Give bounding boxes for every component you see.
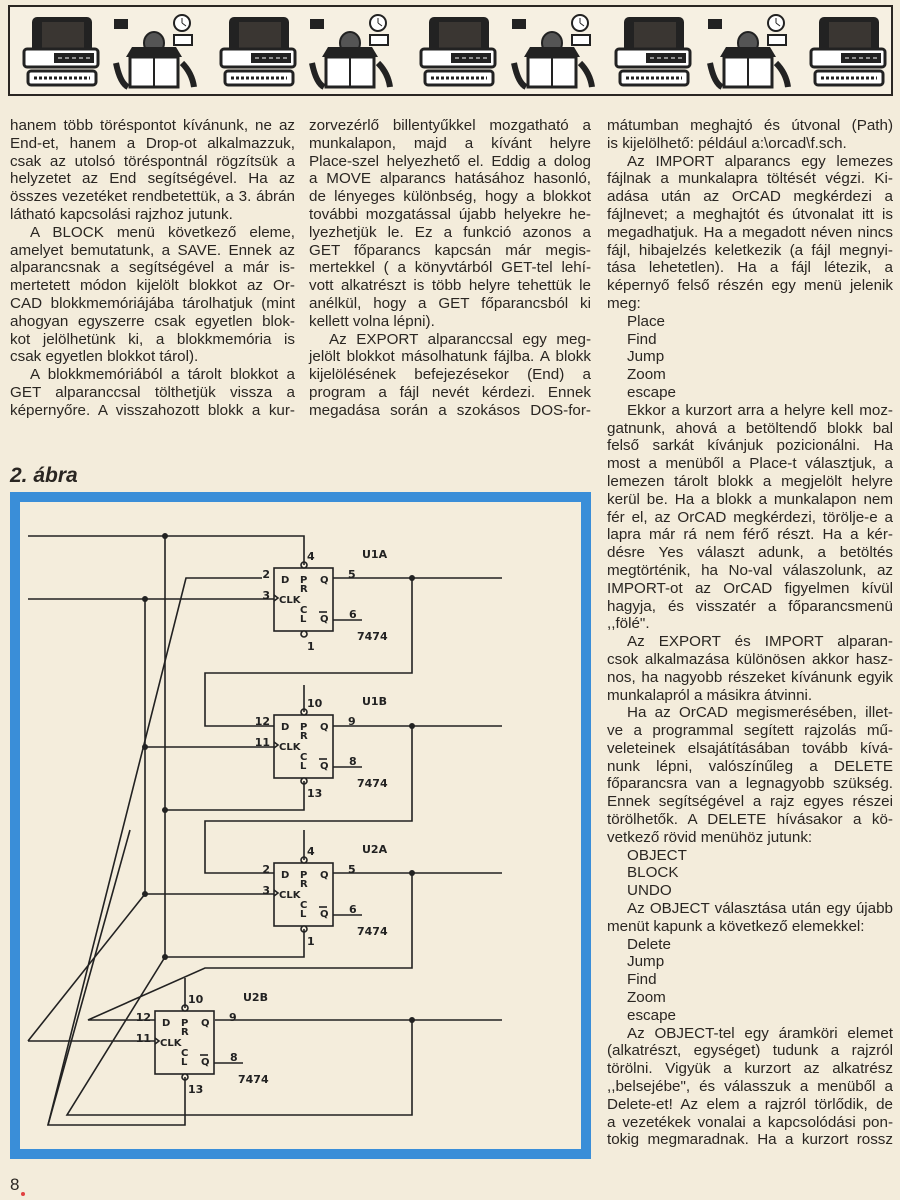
text-column-2 <box>309 117 591 420</box>
menu-item: BLOCK <box>627 864 679 882</box>
text-column-1 <box>10 117 295 420</box>
computer-icon <box>610 13 696 91</box>
paragraph-line: mátumban meghajtó és útvonal (Path) <box>607 117 893 134</box>
paragraph-line: fájl, hibajelzés keletkezik (a fájl megnyi- <box>607 241 893 259</box>
paragraph-line: (alkatrészt, egységet) tudunk a rajzról <box>607 1042 893 1060</box>
paragraph-line: kijelölésének befejezésekor (End) a <box>309 366 591 384</box>
part-reference: U2A <box>362 843 388 856</box>
computer-icon <box>215 13 301 91</box>
paragraph-line: összes vezetéket rendbetettük, a 3. ábrán <box>10 188 295 206</box>
pin-label-clk: CLK <box>279 595 301 606</box>
paragraph-line: Ha az OrCAD megismerésében, illet- <box>627 704 893 722</box>
pin-label-d: D <box>281 870 290 881</box>
pin-number-preset: 10 <box>188 993 204 1006</box>
paragraph-line: Az OBJECT-tel egy áramköri elemet <box>627 1024 893 1042</box>
paragraph-line: meg: <box>607 294 641 312</box>
paragraph-line: hanem több töréspontot kívánunk, ne az <box>10 117 295 134</box>
menu-item: Jump <box>627 953 665 971</box>
pin-number-clear: 13 <box>307 787 323 800</box>
pin-label-c: C <box>300 605 308 616</box>
pin-number-d: 2 <box>262 568 270 581</box>
paragraph-line: Ekkor a kurzort arra a helyre kell moz- <box>627 401 893 419</box>
paragraph-line: tokig megmaradnak. Ha a kurzort rossz <box>607 1131 893 1149</box>
paragraph-line: Place-szel helyezhető el. Eddig a dolog <box>309 152 591 170</box>
paragraph-line: amelyet bemutatunk, a SAVE. Ennek az <box>10 241 295 259</box>
paragraph-line: képernyőre. A visszahozott blokk a kur- <box>10 401 295 419</box>
paragraph-line: CAD blokkmemóriájába tárolhatjuk (mint <box>10 294 295 312</box>
paragraph-line: helyzetet az End segítségével. Ha az <box>10 170 295 188</box>
junction-dot <box>142 891 148 897</box>
paragraph-line: Delete-et! Az elem a rajzról törlődik, de <box>607 1095 893 1113</box>
paragraph-line: ahogyan egyszerre csak egyetlen blok- <box>10 312 295 330</box>
pin-label-l: L <box>300 909 307 920</box>
junction-dot <box>162 954 168 960</box>
paragraph-line: désre Yes választ adunk, a betöltés <box>607 544 893 562</box>
pin-number-q: 5 <box>348 568 356 581</box>
wire <box>165 781 304 810</box>
pin-label-clk: CLK <box>279 890 301 901</box>
paragraph-line: fájlnak a munkalapra töltését végzi. Ki- <box>607 170 893 188</box>
wire <box>28 536 304 565</box>
paragraph-line: Az EXPORT és IMPORT alparan- <box>627 633 893 651</box>
pin-label-p: P <box>300 722 308 733</box>
figure-title: 2. ábra <box>10 464 78 487</box>
paragraph-line: nunk lépni, valószínűleg a DELETE <box>607 757 893 775</box>
part-type: 7474 <box>357 925 388 938</box>
paragraph-line: kellett volna lépni). <box>309 312 435 330</box>
pin-label-r: R <box>300 584 308 595</box>
paragraph-line: megtörténik, ha No-val válaszolunk, az <box>607 561 893 579</box>
computer-icon <box>415 13 501 91</box>
pin-number-qbar: 6 <box>349 903 357 916</box>
pin-number-clk: 11 <box>135 1032 151 1045</box>
paragraph-line: további mozgatással újabb helyekre he- <box>309 205 591 223</box>
paragraph-line: IMPORT-ot az OrCAD figyelmen kívül <box>607 579 893 597</box>
pin-label-qbar: Q <box>320 614 329 625</box>
paragraph-line: törölni. Vigyük a kurzort az alkatrész <box>607 1060 893 1078</box>
paragraph-line: ve a programmal segített rajzolás mű- <box>607 722 893 740</box>
paragraph-line: ,,belsejébe", és válasszuk a menüből a <box>607 1078 893 1096</box>
office-worker-icon <box>706 13 792 91</box>
schematic-figure <box>10 492 591 1159</box>
pin-number-preset: 4 <box>307 550 315 563</box>
paragraph-line: nos, ha nagyobb részeket kívánunk egyik <box>607 668 893 686</box>
computer-icon <box>805 13 891 91</box>
paragraph-line: anélkül, hogy a GET főparancsból ki <box>309 294 591 312</box>
pin-label-l: L <box>300 614 307 625</box>
office-worker-icon <box>112 13 198 91</box>
paragraph-line: A blokkmemóriából a tárolt blokkot a <box>30 366 295 384</box>
paragraph-line: a MOVE alparancs hatásához hasonló, <box>309 170 591 188</box>
paragraph-line: képernyő felső részén egy menü jelenik <box>607 277 893 295</box>
junction-dot <box>162 533 168 539</box>
pin-number-qbar: 6 <box>349 608 357 621</box>
part-reference: U2B <box>243 991 268 1004</box>
pin-number-d: 12 <box>135 1011 151 1024</box>
pin-number-d: 2 <box>262 863 270 876</box>
menu-item: Find <box>627 971 657 989</box>
paragraph-line: lemezen tárolt blokk a megjelölt helyre <box>607 472 893 490</box>
paragraph-line: tása lehetetlen). Ha a fájl létezik, a <box>607 259 893 277</box>
paragraph-line: de lényeges különbség, hogy a blokkot <box>309 188 591 206</box>
paragraph-line: veleteinek elsajátításában tovább kívá- <box>607 739 893 757</box>
pin-label-clk: CLK <box>279 742 301 753</box>
menu-item: Place <box>627 312 665 330</box>
pin-label-r: R <box>300 879 308 890</box>
paragraph-line: adása után az OrCAD megkérdezi a <box>607 188 893 206</box>
pin-label-c: C <box>300 900 308 911</box>
paragraph-line: End-et, hanem a Drop-ot alkalmazzuk, <box>10 134 295 152</box>
office-worker-icon <box>308 13 394 91</box>
paragraph-line: fájlnevet; a meghajtót és útvonalat itt is <box>607 205 893 223</box>
part-type: 7474 <box>357 630 388 643</box>
paragraph-line: mertekkel ( a könyvtárból GET-tel lehí- <box>309 259 591 277</box>
paragraph-line: csak az utolsó töréspontnál rögzítsük a <box>10 152 295 170</box>
pin-label-qbar: Q <box>201 1057 210 1068</box>
paragraph-line: Az EXPORT alparanccsal egy meg- <box>329 330 591 348</box>
pin-label-l: L <box>181 1057 188 1068</box>
part-type: 7474 <box>238 1073 269 1086</box>
junction-dot <box>142 596 148 602</box>
pin-label-c: C <box>300 752 308 763</box>
menu-item: escape <box>627 1006 676 1024</box>
page-number: 8 <box>10 1175 20 1194</box>
paragraph-line: csak egyetlen blokkot tárol). <box>10 348 199 366</box>
part-reference: U1B <box>362 695 387 708</box>
menu-item: Zoom <box>627 366 666 384</box>
paragraph-line: lapra már rá nem férő részt. Ha a kér- <box>607 526 893 544</box>
pin-label-p: P <box>300 575 308 586</box>
paragraph-line: menüt kapunk a következő elemekkel: <box>607 917 865 935</box>
paragraph-line: kerül be. Ha a blokk a munkalapon nem <box>607 490 893 508</box>
pin-label-q: Q <box>201 1018 210 1029</box>
pin-label-q: Q <box>320 722 329 733</box>
pin-label-r: R <box>181 1027 189 1038</box>
paragraph-line: Ennek segítségével a rajz egyes részei <box>607 793 893 811</box>
menu-item: OBJECT <box>627 846 687 864</box>
pin-label-d: D <box>281 575 290 586</box>
pin-label-p: P <box>181 1018 189 1029</box>
paragraph-line: Az OBJECT választása után egy újabb <box>627 900 893 918</box>
paragraph-line: megadhatjuk. Ha a megadott néven nincs <box>607 223 893 241</box>
pin-number-d: 12 <box>254 715 270 728</box>
pin-label-l: L <box>300 761 307 772</box>
pin-label-qbar: Q <box>320 761 329 772</box>
pin-number-q: 9 <box>229 1011 237 1024</box>
pin-label-c: C <box>181 1048 189 1059</box>
paragraph-line: munkalapról a másikra átvinni. <box>607 686 813 704</box>
pin-number-preset: 4 <box>307 845 315 858</box>
pin-number-clear: 1 <box>307 935 315 948</box>
paragraph-line: vott alkatrészt is több helyre tehettük le <box>309 277 591 295</box>
paragraph-line: hagyja, és visszatér a főparancsmenü <box>607 597 893 615</box>
paragraph-line: program a fájl nevét kérdezi. Ennek <box>309 383 591 401</box>
paragraph-line: gatnunk, ahová a betöltendő blokk bal <box>607 419 893 437</box>
computer-icon <box>18 13 104 91</box>
paragraph-line: alparancsnak a segítségével a már is- <box>10 259 295 277</box>
menu-item: Delete <box>627 935 671 953</box>
paragraph-line: GET főparancs kapcsán már megis- <box>309 241 591 259</box>
paragraph-line: a vezetékek vonalai a kapcsolódási pon- <box>607 1113 893 1131</box>
clear-bubble <box>301 631 307 637</box>
office-worker-icon <box>510 13 596 91</box>
paragraph-line: főparancsra van a legnagyobb szükség. <box>607 775 893 793</box>
pin-number-clk: 3 <box>262 884 270 897</box>
junction-dot <box>409 723 415 729</box>
paragraph-line: ,,fölé". <box>607 615 650 633</box>
pin-number-qbar: 8 <box>349 755 357 768</box>
pin-label-clk: CLK <box>160 1038 182 1049</box>
paragraph-line: Az IMPORT alparancs egy lemezes <box>627 152 893 170</box>
paragraph-line: munkalapon, majd a kívánt helyre <box>309 134 591 152</box>
paragraph-line: A BLOCK menü következő eleme, <box>30 223 295 241</box>
menu-item: Find <box>627 330 657 348</box>
menu-item: Jump <box>627 348 665 366</box>
paragraph-line: is kijelölhető: például a:\orcad\f.sch. <box>607 134 847 152</box>
paragraph-line: mertetett módon kijelölt blokkot az Or- <box>10 277 295 295</box>
schematic-diagram <box>10 492 591 1159</box>
clipart-banner <box>8 5 893 96</box>
paragraph-line: fér el, az OrCAD megkérdezi, törölje-e a <box>607 508 893 526</box>
pin-label-d: D <box>281 722 290 733</box>
paragraph-line: megadása során a szokásos DOS-for- <box>309 401 591 419</box>
pin-number-qbar: 8 <box>230 1051 238 1064</box>
pin-label-qbar: Q <box>320 909 329 920</box>
paragraph-line: csok alkalmazása különösen akkor hasz- <box>607 650 893 668</box>
paragraph-line: kot jelölhetünk ki, a blokkmemória is <box>10 330 295 348</box>
pin-number-clear: 13 <box>188 1083 204 1096</box>
paragraph-line: felső sarkát kívánjuk pozicionálni. Ha <box>607 437 893 455</box>
junction-dot <box>142 744 148 750</box>
pin-label-p: P <box>300 870 308 881</box>
junction-dot <box>409 870 415 876</box>
text-column-3 <box>607 117 893 1149</box>
paragraph-line: GET alparanccsal tölthetjük vissza a <box>10 383 295 401</box>
pin-label-q: Q <box>320 575 329 586</box>
paragraph-line: most a menüből a Place-t választjuk, a <box>607 455 893 473</box>
wire <box>67 957 412 1115</box>
wire <box>165 929 304 957</box>
paragraph-line: törölhetők. A DELETE hívásakor a kö- <box>607 811 893 829</box>
junction-dot <box>409 575 415 581</box>
paragraph-line: látható kapcsolási rajzhoz jutunk. <box>10 205 233 223</box>
red-dot-mark <box>21 1192 25 1196</box>
pin-label-q: Q <box>320 870 329 881</box>
menu-item: UNDO <box>627 882 672 900</box>
pin-number-q: 9 <box>348 715 356 728</box>
part-type: 7474 <box>357 777 388 790</box>
menu-item: escape <box>627 383 676 401</box>
pin-label-r: R <box>300 731 308 742</box>
pin-number-q: 5 <box>348 863 356 876</box>
part-reference: U1A <box>362 548 388 561</box>
paragraph-line: vetkező rövid menühöz jutunk: <box>607 828 813 846</box>
pin-number-clk: 3 <box>262 589 270 602</box>
pin-label-d: D <box>162 1018 171 1029</box>
junction-dot <box>409 1017 415 1023</box>
paragraph-line: jelölt blokkot másolhatunk fájlba. A blokk <box>309 348 591 366</box>
paragraph-line: zorvezérlő billentyűkkel mozgatható a <box>309 117 591 134</box>
pin-number-preset: 10 <box>307 697 323 710</box>
menu-item: Zoom <box>627 989 666 1007</box>
pin-number-clk: 11 <box>254 736 270 749</box>
paragraph-line: lyezhetjük le. Ez a funkció azonos a <box>309 223 591 241</box>
pin-number-clear: 1 <box>307 640 315 653</box>
junction-dot <box>162 807 168 813</box>
